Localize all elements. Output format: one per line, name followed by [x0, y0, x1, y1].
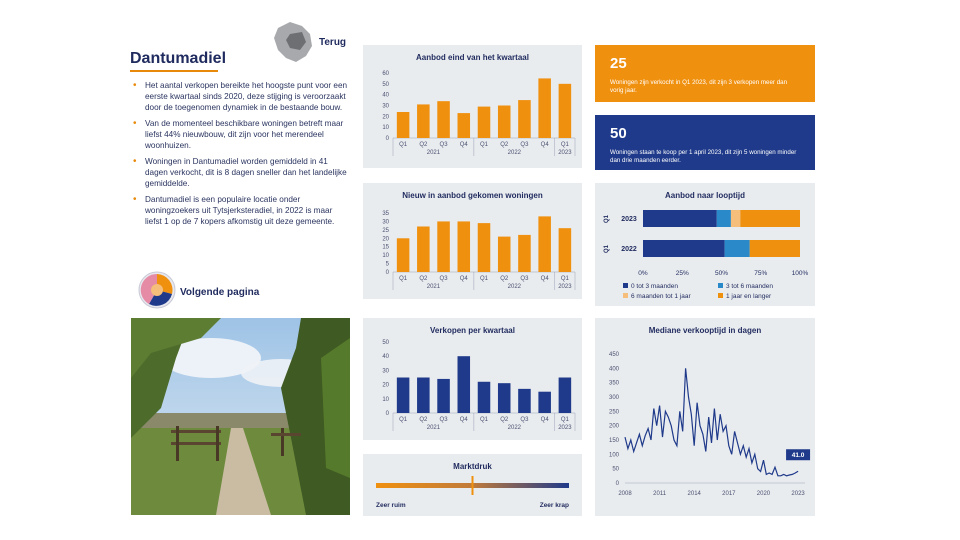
- stacked-segment: [750, 240, 800, 257]
- line-series: [625, 368, 798, 476]
- bar: [518, 235, 531, 272]
- bullet-item: • Het aantal verkopen bereikte het hoogste punt voor een eerste kwartaal sinds 2020, deze stijging is veroorzaakt door de toegenomen dynamiek in de bestaande bouw.: [133, 80, 351, 113]
- y-tick-label: 15: [382, 244, 389, 251]
- stacked-segment: [740, 210, 800, 227]
- province-map-icon[interactable]: [272, 20, 316, 66]
- year-label: 2022: [507, 284, 522, 290]
- row-label: 2022: [621, 246, 637, 253]
- chart-title: Nieuw in aanbod gekomen woningen: [402, 191, 543, 200]
- y-tick-label: 10: [382, 253, 389, 260]
- bar: [498, 237, 511, 272]
- x-tick-label: Q2: [500, 142, 509, 148]
- bar: [538, 78, 551, 138]
- y-tick-label: 20: [382, 382, 389, 389]
- bar: [437, 221, 450, 272]
- y-tick-label: 0: [385, 411, 389, 417]
- bar: [498, 106, 511, 139]
- x-tick-label: 2011: [653, 491, 667, 497]
- legend-swatch: [623, 293, 628, 298]
- year-label: 2022: [507, 150, 522, 156]
- x-tick-label: Q3: [439, 417, 448, 423]
- x-tick-label: Q1: [399, 142, 408, 148]
- bar: [437, 379, 450, 413]
- marktdruk-left-label: Zeer ruim: [376, 502, 406, 509]
- year-label: 2021: [426, 150, 441, 156]
- last-value-label: 41.0: [791, 452, 805, 460]
- y-tick-label: 35: [382, 211, 389, 217]
- chart-title: Aanbod naar looptijd: [665, 191, 745, 200]
- next-page-link[interactable]: Volgende pagina: [180, 287, 260, 298]
- legend-label: 3 tot 6 maanden: [726, 283, 773, 290]
- page-title: Dantumadiel: [130, 50, 227, 67]
- bar: [458, 113, 471, 138]
- x-tick-label: 25%: [675, 270, 689, 277]
- year-label: 2021: [426, 284, 441, 290]
- y-tick-label: 30: [382, 103, 389, 110]
- bar: [417, 104, 430, 138]
- x-tick-label: 0%: [638, 270, 648, 277]
- chart-panel-looptijd: [595, 183, 815, 306]
- x-tick-label: Q4: [459, 142, 468, 148]
- bar: [559, 84, 572, 138]
- x-tick-label: Q2: [500, 276, 509, 282]
- bar: [417, 226, 430, 272]
- y-tick-label: 200: [608, 423, 619, 430]
- year-label: 2023: [558, 425, 572, 431]
- line-chart-verkooptijd: [595, 318, 815, 516]
- stacked-bar-looptijd: [595, 183, 815, 306]
- title-underline: [130, 70, 218, 72]
- bar: [437, 101, 450, 138]
- y-tick-label: 60: [382, 71, 389, 77]
- x-tick-label: Q1: [479, 142, 489, 148]
- x-tick-label: Q3: [520, 142, 529, 148]
- y-tick-label: 10: [382, 125, 389, 132]
- bar: [478, 107, 491, 138]
- marktdruk-right-label: Zeer krap: [539, 502, 569, 509]
- y-tick-label: 350: [608, 380, 619, 387]
- row-quarter-label: Q1: [604, 244, 610, 254]
- legend-label: 6 maanden tot 1 jaar: [631, 293, 691, 300]
- year-label: 2023: [558, 284, 572, 290]
- back-link[interactable]: Terug: [319, 37, 347, 48]
- x-tick-label: Q4: [459, 276, 468, 282]
- y-tick-label: 300: [608, 395, 619, 401]
- x-tick-label: Q4: [540, 142, 549, 148]
- bar: [498, 383, 511, 413]
- row-quarter-label: Q1: [604, 214, 610, 224]
- x-tick-label: Q1: [560, 142, 569, 148]
- y-tick-label: 30: [382, 219, 389, 226]
- row-label: 2023: [621, 216, 637, 223]
- y-tick-label: 100: [608, 452, 619, 459]
- bar: [397, 238, 410, 272]
- x-tick-label: Q1: [399, 276, 408, 282]
- x-tick-label: 2008: [618, 491, 632, 497]
- kpi-value: 50: [610, 125, 627, 142]
- kpi-card-sales: [595, 45, 815, 102]
- y-tick-label: 40: [382, 354, 389, 361]
- bar: [478, 223, 491, 272]
- legend-swatch: [718, 283, 723, 288]
- bullet-list: [133, 80, 351, 232]
- x-tick-label: Q1: [399, 417, 408, 423]
- bullet-item: • Dantumadiel is een populaire locatie onder woningzoekers uit Tytsjerksteradiel, in 2022 is maar liefst 1 op de 7 kopers afkomstig uit deze gemeente.: [133, 194, 351, 227]
- bar: [518, 100, 531, 138]
- bar: [458, 221, 471, 272]
- y-tick-label: 50: [382, 340, 389, 346]
- y-tick-label: 20: [382, 114, 389, 121]
- legend-swatch: [623, 283, 628, 288]
- y-tick-label: 40: [382, 92, 389, 99]
- x-tick-label: Q3: [439, 276, 448, 282]
- legend-label: 0 tot 3 maanden: [631, 283, 678, 290]
- y-tick-label: 50: [382, 81, 389, 88]
- bar: [559, 228, 572, 272]
- kpi-text: Woningen zijn verkocht in Q1 2023, dit zijn 3 verkopen meer dan vorig jaar.: [610, 79, 788, 94]
- y-tick-label: 30: [382, 368, 389, 375]
- chart-panel-verkooptijd: [595, 318, 815, 516]
- y-tick-label: 0: [385, 270, 389, 276]
- bar-chart-nieuw: [363, 183, 582, 299]
- bullet-item: • Woningen in Dantumadiel worden gemiddeld in 41 dagen verkocht, dit is 8 dagen sneller dan het landelijke gemiddelde.: [133, 156, 351, 189]
- chart-title: Aanbod eind van het kwartaal: [416, 53, 529, 62]
- bar: [518, 389, 531, 413]
- x-tick-label: Q3: [520, 276, 529, 282]
- x-tick-label: 100%: [791, 270, 809, 277]
- x-tick-label: 2020: [756, 491, 771, 497]
- y-tick-label: 450: [608, 352, 619, 358]
- bullet-item: • Van de momenteel beschikbare woningen betreft maar liefst 44% nieuwbouw, dit zijn voor het merendeel woonhuizen.: [133, 118, 351, 151]
- x-tick-label: 2014: [687, 491, 701, 497]
- x-tick-label: Q1: [479, 276, 489, 282]
- bar: [559, 378, 572, 414]
- x-tick-label: Q1: [560, 417, 569, 423]
- marktdruk-title: Marktdruk: [453, 462, 492, 471]
- bar: [458, 356, 471, 413]
- x-tick-label: Q3: [439, 142, 448, 148]
- chart-title: Mediane verkooptijd in dagen: [648, 326, 762, 335]
- stacked-segment: [731, 210, 740, 227]
- marktdruk-marker: [472, 476, 474, 495]
- stacked-segment: [643, 240, 725, 257]
- kpi-value: 25: [610, 55, 627, 72]
- y-tick-label: 0: [615, 481, 619, 487]
- stacked-segment: [717, 210, 731, 227]
- x-tick-label: 2023: [791, 491, 805, 497]
- x-tick-label: 50%: [714, 270, 729, 277]
- bar: [538, 216, 551, 272]
- year-label: 2023: [558, 150, 572, 156]
- y-tick-label: 5: [385, 261, 389, 268]
- y-tick-label: 400: [608, 366, 619, 373]
- x-tick-label: Q1: [479, 417, 489, 423]
- chart-title: Verkopen per kwartaal: [430, 326, 515, 335]
- kpi-card-for-sale: [595, 115, 815, 170]
- x-tick-label: Q2: [500, 417, 509, 423]
- bar-chart-aanbod: [363, 45, 582, 168]
- stacked-segment: [725, 240, 750, 257]
- marktdruk-panel: [363, 454, 582, 516]
- pie-chart-icon[interactable]: [137, 270, 177, 310]
- bar: [397, 378, 410, 414]
- chart-panel-nieuw: [363, 183, 582, 299]
- kpi-text: Woningen staan te koop per 1 april 2023, dit zijn 5 woningen minder dan drie maanden eerder.: [610, 149, 797, 164]
- year-label: 2022: [507, 425, 522, 431]
- x-tick-label: Q4: [540, 276, 549, 282]
- x-tick-label: 2017: [722, 491, 736, 497]
- x-tick-label: Q4: [540, 417, 549, 423]
- x-tick-label: Q3: [520, 417, 529, 423]
- bar: [538, 392, 551, 413]
- bar: [417, 378, 430, 414]
- legend-label: 1 jaar en langer: [726, 293, 772, 300]
- x-tick-label: Q2: [419, 142, 428, 148]
- y-tick-label: 0: [385, 136, 389, 142]
- x-tick-label: Q1: [560, 276, 569, 282]
- y-tick-label: 10: [382, 396, 389, 403]
- x-tick-label: Q4: [459, 417, 468, 423]
- landscape-photo: [131, 318, 350, 515]
- marktdruk-gauge: [363, 454, 582, 516]
- chart-panel-aanbod: [363, 45, 582, 168]
- chart-panel-verkopen: [363, 318, 582, 440]
- bar: [397, 112, 410, 138]
- stacked-segment: [643, 210, 717, 227]
- x-tick-label: 75%: [754, 270, 768, 277]
- x-tick-label: Q2: [419, 276, 428, 282]
- y-tick-label: 25: [382, 227, 389, 234]
- y-tick-label: 150: [608, 438, 619, 444]
- y-tick-label: 250: [608, 409, 619, 416]
- x-tick-label: Q2: [419, 417, 428, 423]
- y-tick-label: 20: [382, 236, 389, 243]
- y-tick-label: 50: [612, 466, 619, 473]
- bar-chart-verkopen: [363, 318, 582, 440]
- legend-swatch: [718, 293, 723, 298]
- bar: [478, 382, 491, 413]
- year-label: 2021: [426, 425, 441, 431]
